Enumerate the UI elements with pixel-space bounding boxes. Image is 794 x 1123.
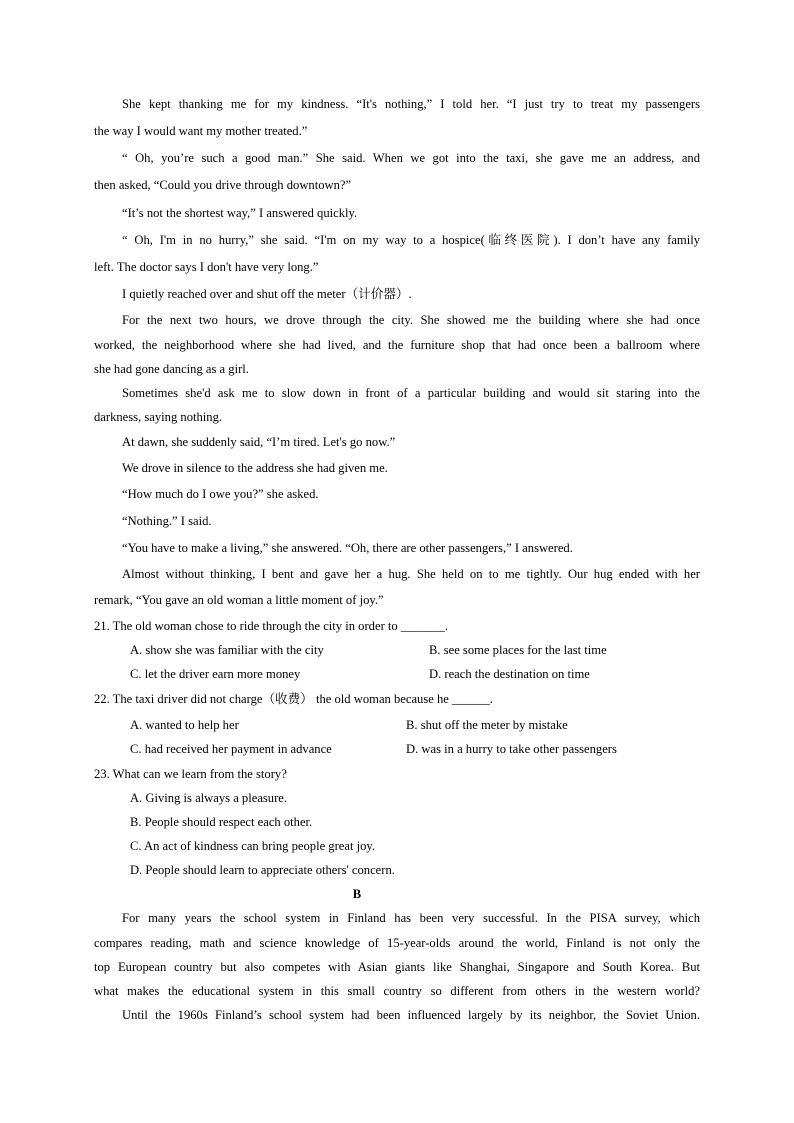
passage-line: “It’s not the shortest way,” I answered quickly. bbox=[122, 206, 358, 220]
question-22-option-d: D. was in a hurry to take other passengers bbox=[406, 742, 617, 756]
passage-line: remark, “You gave an old woman a little moment of joy.” bbox=[94, 593, 384, 607]
passage-line: I quietly reached over and shut off the meter（计价器）. bbox=[122, 287, 412, 301]
passage-line: “You have to make a living,” she answered. “Oh, there are other passengers,” I answered. bbox=[122, 541, 573, 555]
passage-line: worked, the neighborhood where she had lived, and the furniture shop that had once been a ballroom where bbox=[94, 338, 700, 352]
passage-line: Sometimes she'd ask me to slow down in front of a particular building and would sit staring into the bbox=[122, 386, 700, 400]
passage-line: For the next two hours, we drove through the city. She showed me the building where she had once bbox=[122, 313, 700, 327]
passage-line: top European country but also competes with Asian giants like Shanghai, Singapore and South Korea. But bbox=[94, 960, 700, 974]
passage-line: “ Oh, you’re such a good man.” She said. When we got into the taxi, she gave me an address, and bbox=[122, 151, 700, 165]
question-21-stem: 21. The old woman chose to ride through the city in order to _______. bbox=[94, 619, 449, 633]
question-21-option-d: D. reach the destination on time bbox=[429, 667, 590, 681]
passage-line: darkness, saying nothing. bbox=[94, 410, 223, 424]
passage-line: At dawn, she suddenly said, “I’m tired. Let's go now.” bbox=[122, 435, 396, 449]
question-22-option-c: C. had received her payment in advance bbox=[130, 742, 332, 756]
passage-line: left. The doctor says I don't have very long.” bbox=[94, 260, 319, 274]
passage-line: “ Oh, I'm in no hurry,” she said. “I'm on my way to a hospice(临终医院). I don’t have any family bbox=[122, 233, 700, 247]
question-21-option-b: B. see some places for the last time bbox=[429, 643, 607, 657]
question-23-option-b: B. People should respect each other. bbox=[130, 815, 313, 829]
passage-line: Until the 1960s Finland’s school system had been influenced largely by its neighbor, the Soviet Union. bbox=[122, 1008, 700, 1022]
question-22-stem: 22. The taxi driver did not charge（收费） the old woman because he ______. bbox=[94, 692, 493, 706]
passage-line: For many years the school system in Finland has been very successful. In the PISA survey, which bbox=[122, 911, 700, 925]
passage-line: Almost without thinking, I bent and gave her a hug. She held on to me tightly. Our hug ended with her bbox=[122, 567, 700, 581]
passage-line: compares reading, math and science knowledge of 15-year-olds around the world, Finland is not only the bbox=[94, 936, 700, 950]
passage-line: She kept thanking me for my kindness. “It's nothing,” I told her. “I just try to treat my passengers bbox=[122, 97, 700, 111]
question-23-stem: 23. What can we learn from the story? bbox=[94, 767, 287, 781]
question-23-option-c: C. An act of kindness can bring people great joy. bbox=[130, 839, 376, 853]
question-22-option-b: B. shut off the meter by mistake bbox=[406, 718, 568, 732]
passage-line: she had gone dancing as a girl. bbox=[94, 362, 249, 376]
question-23-option-d: D. People should learn to appreciate others' concern. bbox=[130, 863, 395, 877]
passage-line: “Nothing.” I said. bbox=[122, 514, 212, 528]
passage-line: what makes the educational system in this small country so different from others in the western world? bbox=[94, 984, 700, 998]
question-21-option-a: A. show she was familiar with the city bbox=[130, 643, 324, 657]
passage-line: then asked, “Could you drive through downtown?” bbox=[94, 178, 352, 192]
passage-line: We drove in silence to the address she had given me. bbox=[122, 461, 388, 475]
section-heading: B bbox=[352, 887, 362, 901]
question-22-option-a: A. wanted to help her bbox=[130, 718, 239, 732]
passage-line: “How much do I owe you?” she asked. bbox=[122, 487, 319, 501]
question-21-option-c: C. let the driver earn more money bbox=[130, 667, 301, 681]
question-23-option-a: A. Giving is always a pleasure. bbox=[130, 791, 288, 805]
passage-line: the way I would want my mother treated.” bbox=[94, 124, 308, 138]
